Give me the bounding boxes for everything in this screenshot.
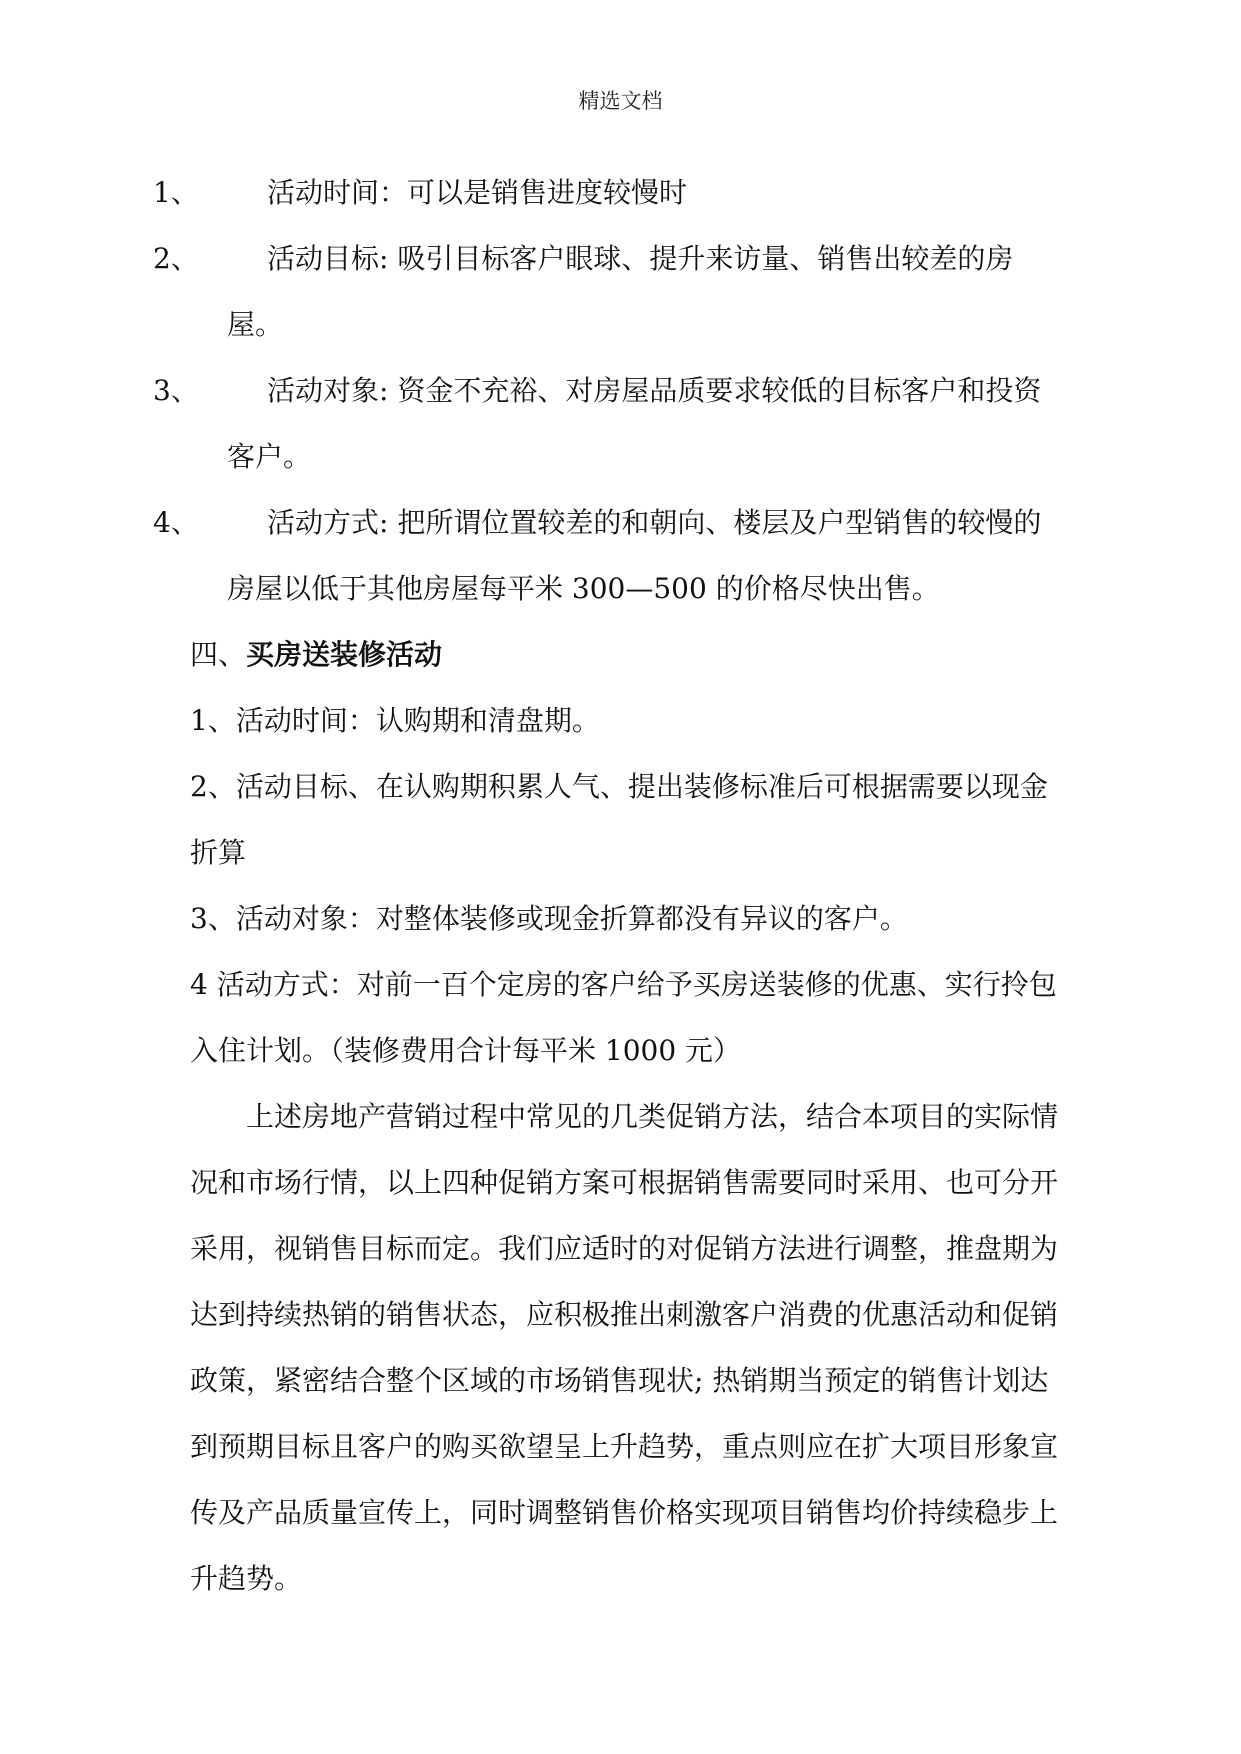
item-text: 活动方式: 把所谓位置较差的和朝向、楼层及户型销售的较慢的房屋以低于其他房屋每平米 300—500 的价格尽快出售。 (227, 506, 1042, 605)
list-item: 1、活动时间：认购期和清盘期。 (190, 704, 600, 737)
document-body (153, 160, 1060, 1612)
section-heading (190, 622, 1060, 688)
item-text: 活动对象: 资金不充裕、对房屋品质要求较低的目标客户和投资客户。 (227, 374, 1042, 473)
item-number: 1、 (153, 176, 199, 209)
list-item: 4 活动方式：对前一百个定房的客户给予买房送装修的优惠、实行拎包入住计划。（装修费用合计每平米 1000 元） (190, 968, 1057, 1067)
section-title: 买房送装修活动 (246, 638, 443, 671)
list-item (153, 490, 1060, 622)
item-number: 4、 (153, 506, 199, 539)
list-item: 3、活动对象：对整体装修或现金折算都没有异议的客户。 (190, 902, 908, 935)
section-prefix: 四、 (190, 638, 247, 671)
page-header: 精选文档 (578, 89, 663, 113)
item-text: 活动目标: 吸引目标客户眼球、提升来访量、销售出较差的房屋。 (227, 242, 1014, 341)
item-text: 活动时间：可以是销售进度较慢时 (267, 176, 688, 209)
list-item (153, 160, 1060, 226)
list-item (153, 358, 1060, 490)
item-number: 2、 (153, 242, 199, 275)
list-item: 2、活动目标、在认购期积累人气、提出装修标准后可根据需要以现金折算 (190, 770, 1048, 869)
item-number: 3、 (153, 374, 199, 407)
summary-paragraph: 上述房地产营销过程中常见的几类促销方法，结合本项目的实际情况和市场行情，以上四种促销方案可根据销售需要同时采用、也可分开采用，视销售目标而定。我们应适时的对促销方法进行调整，推盘期为达到持续热销的销售状态，应积极推出刺激客户消费的优惠活动和促销政策，紧密结合整个区域的市场销售现状; 热销期当预定的销售计划达到预期目标且客户的购买欲望呈上升趋势，重点则应在扩大项目形象宣传及产品质量宣传上，同时调整销售价格实现项目销售均价持续稳步上升趋势。 (190, 1100, 1059, 1595)
list-item (153, 226, 1060, 358)
